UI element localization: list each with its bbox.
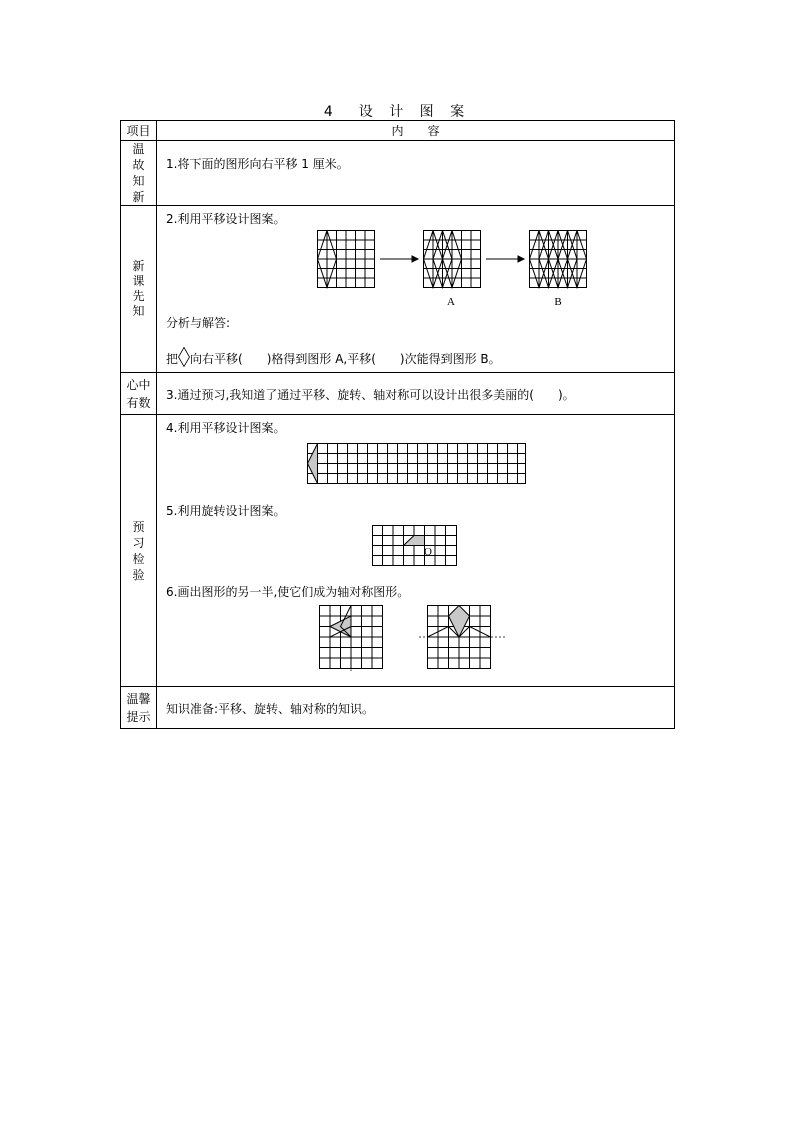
tips-content xyxy=(157,687,675,729)
analysis-label: 分析与解答: xyxy=(166,316,231,330)
tips-label: 温馨提示 xyxy=(126,691,151,724)
row-preview xyxy=(121,206,675,373)
label-b: B xyxy=(554,296,562,308)
preview-label: 新课先知 xyxy=(132,259,145,318)
answer-prefix: 把 xyxy=(166,352,179,366)
summary-label: 心中有数 xyxy=(126,377,151,410)
row-label xyxy=(121,415,157,687)
grid-a xyxy=(424,231,481,288)
row-tips xyxy=(121,687,675,729)
row-review xyxy=(121,141,675,206)
row-label xyxy=(121,373,157,415)
analysis-answer xyxy=(166,347,501,367)
label-a: A xyxy=(447,296,455,308)
point-o-label: O xyxy=(424,546,432,558)
question-6: 6.画出图形的另一半,使它们成为轴对称图形。 xyxy=(166,585,410,599)
symmetry-grid-left xyxy=(320,606,383,672)
row-label xyxy=(121,687,157,729)
tips-text: 知识准备:平移、旋转、轴对称的知识。 xyxy=(166,702,375,716)
symmetry-figures xyxy=(319,605,511,671)
check-label: 预习检验 xyxy=(132,519,145,582)
table-header-row xyxy=(121,121,675,141)
rhombus-icon xyxy=(178,347,190,367)
row-label xyxy=(121,206,157,373)
question-5: 5.利用旋转设计图案。 xyxy=(166,504,286,518)
review-content xyxy=(157,141,675,206)
header-item: 项目 xyxy=(121,121,157,141)
answer-text: 向右平移( )格得到图形 A,平移( )次能得到图形 B。 xyxy=(190,352,501,366)
question-2: 2.利用平移设计图案。 xyxy=(166,212,286,226)
translation-grid xyxy=(307,443,529,485)
rotation-shape xyxy=(404,536,425,546)
triangle-shape xyxy=(308,444,318,484)
header-content: 内 容 xyxy=(157,121,675,141)
grid-b xyxy=(530,231,587,288)
row-label xyxy=(121,141,157,206)
row-summary xyxy=(121,373,675,415)
worksheet-table xyxy=(120,120,675,729)
row-check xyxy=(121,415,675,687)
question-4: 4.利用平移设计图案。 xyxy=(166,421,286,435)
preview-content xyxy=(157,206,675,373)
question-3: 3.通过预习,我知道了通过平移、旋转、轴对称可以设计出很多美丽的( )。 xyxy=(166,388,575,402)
check-content xyxy=(157,415,675,687)
symmetry-grid-right xyxy=(419,606,507,669)
page-title: 4 设 计 图 案 xyxy=(323,104,471,120)
review-label: 温故知新 xyxy=(132,142,145,204)
summary-content xyxy=(157,373,675,415)
translation-figures xyxy=(317,230,589,312)
question-1: 1.将下面的图形向右平移 1 厘米。 xyxy=(166,157,349,171)
rotation-grid xyxy=(372,525,460,568)
arrow-head-icon xyxy=(412,256,418,262)
arrow-head-icon xyxy=(518,256,524,262)
grid-original xyxy=(318,231,375,288)
